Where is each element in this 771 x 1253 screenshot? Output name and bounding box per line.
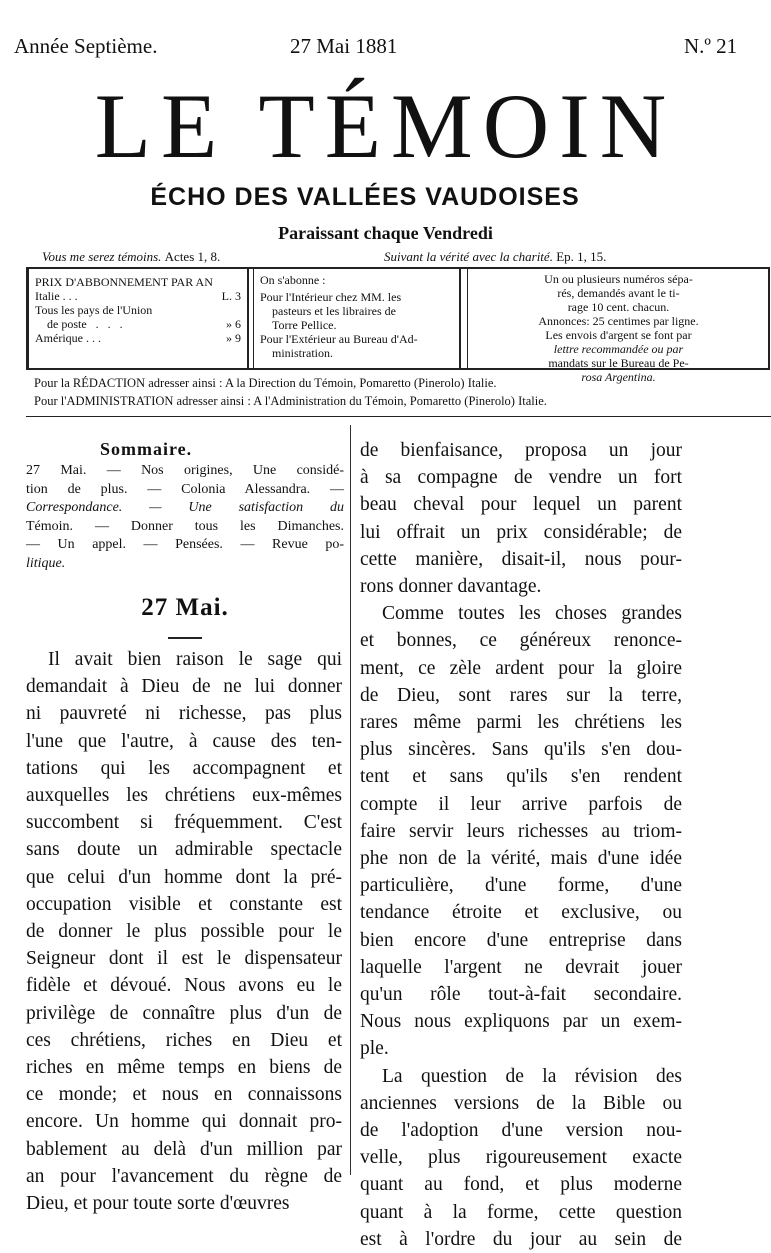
article-line: lui offrait un prix considérable; de: [360, 521, 682, 543]
motto-left-reference: Actes 1, 8.: [164, 249, 221, 264]
article-line: ce monde; et nous en connaissons: [26, 1084, 342, 1106]
article-line: beau cheval pour lequel un parent: [360, 494, 682, 516]
notice-line: rés, demandés avant le ti-: [557, 286, 680, 300]
newspaper-subtitle: ÉCHO DES VALLÉES VAUDOISES: [150, 183, 580, 211]
article-line: an pour l'avancement du règne de: [26, 1165, 342, 1187]
article-line: particulière, d'une forme, d'une: [360, 875, 682, 897]
issue-year: Année Septième.: [14, 34, 158, 58]
price-label: de poste . . .: [35, 317, 123, 331]
article-line: que celui d'un homme dont la pré-: [26, 866, 342, 888]
article-line: de donner le plus possible pour le: [26, 921, 342, 943]
article-line: rons donner davantage.: [360, 576, 542, 598]
article-line: de l'adoption d'une version nou-: [360, 1120, 682, 1142]
price-value: » 9: [226, 331, 241, 345]
article-column-left: [26, 646, 342, 1217]
sommaire-line: — Un appel. — Pensées. — Revue po-: [26, 537, 344, 552]
notice-line: Un ou plusieurs numéros sépa-: [544, 272, 693, 286]
article-line: l'une que l'autre, à cause des ten-: [26, 730, 342, 752]
article-line: auxquelles les chrétiens eux-mêmes: [26, 785, 342, 807]
article-line: ple.: [360, 1038, 389, 1060]
publication-frequency: Paraissant chaque Vendredi: [278, 223, 493, 243]
subscribe-line: pasteurs et les libraires de: [272, 304, 396, 318]
price-value: » 6: [226, 317, 241, 331]
subscribe-line: Pour l'Intérieur chez MM. les: [260, 290, 402, 304]
sommaire-line: Témoin. — Donner tous les Dimanches.: [26, 518, 344, 534]
administration-address: Pour l'ADMINISTRATION adresser ainsi : A l'Administration du Témoin, Pomaretto (Pinerolo) Italie.: [34, 394, 547, 408]
price-row: [35, 331, 241, 345]
article-line: succombent si fréquemment. C'est: [26, 812, 342, 834]
article-line: demandait à Dieu de ne lui donner: [26, 676, 342, 698]
sommaire-line: Correspondance. — Une satisfaction du: [26, 500, 344, 515]
article-line: plus sincères. Sans qu'ils s'en dou-: [360, 739, 682, 761]
motto-right-reference: Ep. 1, 15.: [556, 249, 607, 264]
motto-right: [384, 249, 606, 265]
article-column-right: [360, 437, 682, 1253]
article-line: occupation visible et constante est: [26, 893, 342, 915]
notice-line: rosa Argentina.: [581, 370, 656, 384]
article-line: est à l'ordre du jour au sein de: [360, 1228, 682, 1250]
article-title: 27 Mai.: [141, 594, 229, 621]
sommaire-line: litique.: [26, 555, 66, 571]
price-label: Tous les pays de l'Union: [35, 303, 153, 317]
article-line: Nous nous expliquons par un exem-: [360, 1011, 682, 1033]
price-value: L. 3: [221, 289, 241, 303]
article-line: velle, plus rigoureusement exacte: [360, 1147, 682, 1169]
article-line: encore. Un homme qui donnait pro-: [26, 1111, 342, 1133]
article-line: riches en même temps en biens de: [26, 1057, 342, 1079]
sommaire-title: Sommaire.: [100, 439, 193, 459]
subscription-prices: [29, 269, 249, 368]
article-line: anciennes versions de la Bible ou: [360, 1092, 682, 1114]
article-line: quant au fond, et plus moderne: [360, 1174, 682, 1196]
article-line: Comme toutes les choses grandes: [382, 603, 682, 625]
article-line: rares même parmi les chrétiens les: [360, 712, 682, 734]
subscribe-line: ministration.: [272, 346, 333, 360]
title-dash: [168, 637, 202, 639]
subscribe-title: On s'abonne :: [260, 273, 326, 287]
price-row: [35, 289, 241, 303]
article-line: privilège de connaître plus d'un de: [26, 1002, 342, 1024]
newspaper-title: LE TÉMOIN: [94, 75, 677, 177]
article-line: de Dieu, sont rares sur la terre,: [360, 684, 682, 706]
prices-title: PRIX D'ABBONNEMENT PAR AN: [35, 275, 213, 289]
price-row: [35, 317, 241, 331]
article-line: tations qui les accompagnent et: [26, 757, 342, 779]
article-line: ces chrétiens, riches en Dieu et: [26, 1029, 342, 1051]
sommaire-body: [26, 462, 344, 573]
motto-right-quote: Suivant la vérité avec la charité.: [384, 249, 553, 264]
subscribe-line: Torre Pellice.: [272, 318, 337, 332]
article-line: La question de la révision des: [382, 1065, 682, 1087]
article-line: faire servir leurs richesses au triom-: [360, 820, 682, 842]
misc-notices: [467, 269, 767, 384]
article-line: Seigneur dont il est le dispensateur: [26, 948, 342, 970]
sommaire-line: 27 Mai. — Nos origines, Une considé-: [26, 463, 344, 478]
article-line: phe non de la vérité, mais d'une idée: [360, 848, 682, 870]
article-line: quant à la forme, cette question: [360, 1201, 682, 1223]
article-line: tent et sans qu'ils s'en rendent: [360, 766, 682, 788]
article-line: ment, ce zèle ardent pour la gloire: [360, 657, 682, 679]
editorial-address: Pour la RÉDACTION adresser ainsi : A la Direction du Témoin, Pomaretto (Pinerolo) Italie.: [34, 376, 497, 390]
article-line: compte il leur arrive parfois de: [360, 793, 682, 815]
notice-line: rage 10 cent. chacun.: [567, 300, 670, 314]
article-line: tendance étroite et exclusive, ou: [360, 902, 682, 924]
address-block: [30, 374, 770, 410]
motto-left: [42, 249, 220, 265]
article-line: qu'un rôle tout-à-fait secondaire.: [360, 984, 682, 1006]
article-line: Dieu, et pour toute sorte d'œuvres: [26, 1193, 290, 1215]
article-line: et bonnes, ce généreux renonce-: [360, 630, 682, 652]
article-line: à sa compagne de vendre un fort: [360, 467, 682, 489]
price-label: Italie . . .: [35, 289, 78, 303]
article-line: sans doute un admirable spectacle: [26, 839, 342, 861]
article-line: cette manière, disait-il, nous pour-: [360, 548, 682, 570]
notice-line: mandats sur le Bureau de Pe-: [548, 356, 689, 370]
article-line: ni pauvreté ni richesse, pas plus: [26, 703, 342, 725]
sommaire-line: tion de plus. — Colonia Alessandra. —: [26, 481, 344, 497]
article-line: de bienfaisance, proposa un jour: [360, 440, 682, 461]
header-divider: [26, 416, 771, 417]
article-line: Il avait bien raison le sage qui: [48, 649, 342, 670]
issue-number: N.º 21: [684, 34, 738, 58]
price-row: [35, 303, 241, 317]
article-line: bien encore d'une entreprise dans: [360, 929, 682, 951]
issue-date: 27 Mai 1881: [290, 34, 398, 58]
article-line: fidèle et dévoué. Nous avons eu le: [26, 975, 342, 997]
notice-line: Annonces: 25 centimes par ligne.: [538, 314, 699, 328]
article-line: laquelle l'argent ne devrait jouer: [360, 956, 682, 978]
subscribe-line: Pour l'Extérieur au Bureau d'Ad-: [260, 332, 418, 346]
article-line: bablement au delà d'un million par: [26, 1138, 342, 1160]
notice-line: Les envois d'argent se font par: [545, 328, 692, 342]
column-divider: [350, 425, 351, 1175]
notice-line: lettre recommandée ou par: [553, 342, 684, 356]
price-label: Amérique . . .: [35, 331, 101, 345]
subscription-where: [253, 269, 461, 368]
motto-left-quote: Vous me serez témoins.: [42, 249, 162, 264]
